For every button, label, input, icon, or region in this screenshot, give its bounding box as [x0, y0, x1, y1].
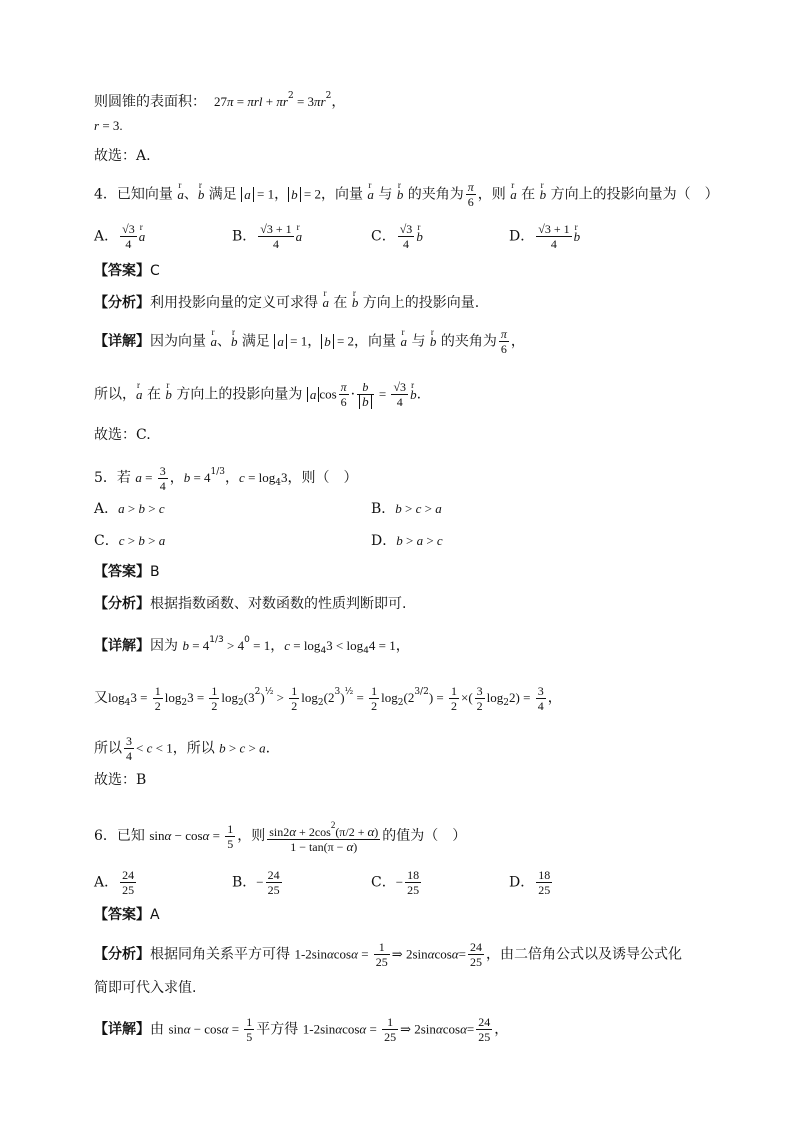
text-line: r = 3. — [94, 118, 123, 133]
option-d: D． $\frac{18}{25}$ — [509, 868, 551, 897]
option-a: A．a > b > c — [94, 501, 165, 517]
choose-line: 故选：C. — [94, 427, 151, 443]
option-b: B．b > c > a — [371, 501, 442, 517]
detail-line: 【详解】因为向量 r a、r b 满足 a = 1， b = 2，向量 r a 与 r b 的夹角为 $\frac{\pi}{6}$ ， — [94, 327, 525, 356]
choose-line: 故选：B — [94, 772, 147, 788]
detail-line: 【详解】因为 $b = 4^{1/3} > 4^0 = 1$，$c = \log_43 < \log_44 = 1$， — [94, 635, 410, 656]
analysis-line: 【分析】根据同角关系平方可得 1-2sinαcosα = $\frac{1}{25}$ ⇒ 2sinαcosα= $\frac{24}{25}$ ，由二倍角公式以及诱导公式化 — [94, 940, 682, 969]
option-a: A． $\frac{√3}{4}$ r a — [94, 222, 145, 251]
option-b: B．− $\frac{24}{25}$ — [232, 868, 280, 897]
option-d: D．b > a > c — [371, 533, 443, 549]
detail-line-2: 所以，r a 在 r b 方向上的投影向量为 a cos $\frac{\pi}{6}$ · $\frac{b}{b}$ = $\frac{√3}{4}$ r b. — [94, 380, 421, 409]
analysis-line: 【分析】利用投影向量的定义可求得 r a 在 r b 方向上的投影向量. — [94, 293, 479, 313]
question-6: 6．已知 sinα − cosα = $\frac{1}{5}$ ，则 $\frac{\sin 2\alpha + 2\cos^2(\pi/2 + \alpha)}{1 - \tan(\pi - \alpha)}$ 的值为（ ） — [94, 820, 467, 854]
option-c: C．− $\frac{18}{25}$ — [371, 868, 420, 897]
answer-line: 【答案】B — [94, 564, 160, 580]
detail-line-3: 所以 $\frac{3}{4}$ < c < 1，所以 b > c > a. — [94, 734, 271, 763]
detail-line: 【详解】由 sinα − cosα = $\frac{1}{5}$ 平方得 1-2sinαcosα = $\frac{1}{25}$ ⇒ 2sinαcosα= $\frac{24}{25}$ ， — [94, 1015, 509, 1044]
choose-line: 故选：A. — [94, 148, 151, 164]
option-d: D． $\frac{√3 + 1}{4}$ r b — [509, 222, 580, 251]
text-line: 则圆锥的表面积： $27\pi = \pi rl + \pi r^2 = 3\pi r^2$， — [94, 91, 346, 110]
analysis-line: 【分析】根据指数函数、对数函数的性质判断即可. — [94, 596, 407, 612]
option-b: B． $\frac{√3 + 1}{4}$ r a — [232, 222, 302, 251]
question-4: 4．已知向量 r a、r b 满足 a = 1， b = 2，向量 r a 与 r b 的夹角为 $\frac{\pi}{6}$ ，则 r a 在 r b 方向上的投影向量为（ ） — [94, 180, 719, 209]
detail-line-2: 又$\log_43$ = $\frac{1}{2}$ $\log_23$ = $\frac{1}{2}$ $\log_2(3^2)^{\frac{1}{2}}$ > $\frac{1}{2}$ $\log_2(2^3)^{\frac{1}{2}}$ = $\frac{1}{2}$ $\log_2(2^{3/2})$ = $\frac{1}{2}$ ×( $\frac{3}{2}$ $\log_22$) = $\frac{3}{4}$ ， — [94, 683, 562, 713]
question-5: 5．若 a = $\frac{3}{4}$ ，$b = 4^{1/3}$，$c = \log_43$，则（ ） — [94, 463, 358, 493]
option-a: A． $\frac{24}{25}$ — [94, 868, 135, 897]
answer-line: 【答案】C — [94, 263, 160, 279]
answer-line: 【答案】A — [94, 907, 160, 923]
option-c: C． $\frac{√3}{4}$ r b — [371, 222, 423, 251]
option-c: C．c > b > a — [94, 533, 166, 549]
analysis-line-2: 简即可代入求值. — [94, 980, 197, 996]
